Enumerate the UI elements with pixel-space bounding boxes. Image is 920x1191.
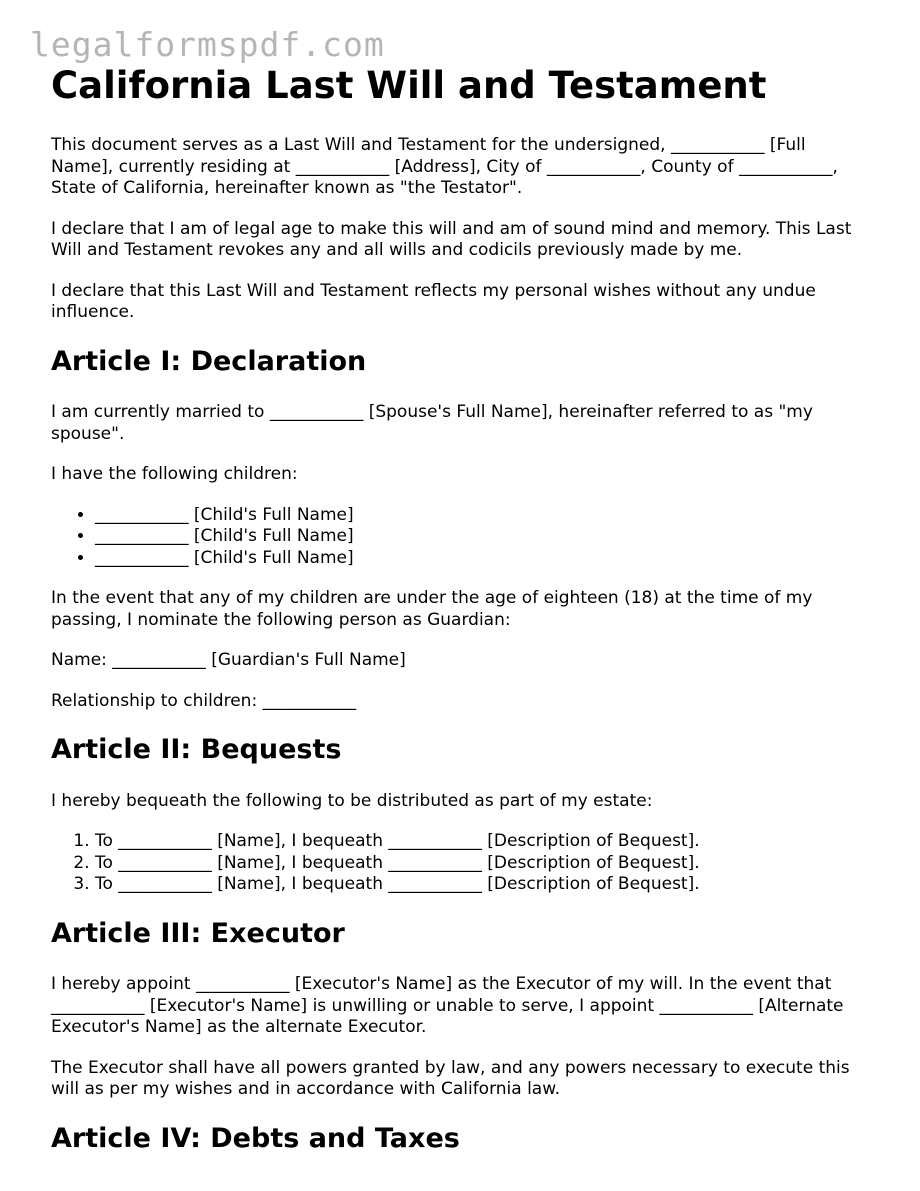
list-item: 1. To ___________ [Name], I bequeath ___________ [Description of Bequest].: [95, 831, 869, 853]
document-page: [51, 64, 869, 1179]
guardian-relationship: Relationship to children: ___________: [51, 690, 357, 711]
bequests-list: [51, 831, 869, 896]
watermark: legalformspdf.com: [30, 25, 385, 64]
children-list: [51, 505, 869, 570]
intro-paragraph-1: This document serves as a Last Will and Testament for the undersigned, ___________ [Full Name], currently residing at ___________ [Address], City of ___________, County of ___________, State of California, hereinafter known as "the Testator".: [51, 135, 838, 199]
article-3-heading: Article III: Executor: [51, 917, 345, 949]
list-item: • ___________ [Child's Full Name]: [95, 505, 869, 527]
list-item: 3. To ___________ [Name], I bequeath ___________ [Description of Bequest].: [95, 874, 869, 896]
list-item: • ___________ [Child's Full Name]: [95, 526, 869, 548]
intro-paragraph-3: I declare that this Last Will and Testament reflects my personal wishes without any undue influence.: [51, 280, 816, 323]
guardian-intro: In the event that any of my children are under the age of eighteen (18) at the time of my passing, I nominate the following person as Guardian:: [51, 588, 813, 630]
article-2-heading: Article II: Bequests: [51, 734, 342, 766]
bequests-intro: I hereby bequeath the following to be distributed as part of my estate:: [51, 790, 653, 811]
list-item: • ___________ [Child's Full Name]: [95, 548, 869, 570]
marriage-statement: I am currently married to ___________ [Spouse's Full Name], hereinafter referred to as "my spouse".: [51, 402, 813, 444]
document-title: California Last Will and Testament: [51, 64, 767, 107]
executor-appointment: I hereby appoint ___________ [Executor's Name] as the Executor of my will. In the event that ___________ [Executor's Name] is unwilling or unable to serve, I appoint ___________ [Alternate Executor's Name] as the alternate Executor.: [51, 974, 844, 1038]
intro-paragraph-2: I declare that I am of legal age to make this will and am of sound mind and memory. This Last Will and Testament revokes any and all wills and codicils previously made by me.: [51, 218, 852, 261]
list-item: 2. To ___________ [Name], I bequeath ___________ [Description of Bequest].: [95, 853, 869, 875]
article-1-heading: Article I: Declaration: [51, 345, 367, 377]
guardian-name: Name: ___________ [Guardian's Full Name]: [51, 650, 406, 671]
article-4-heading: Article IV: Debts and Taxes: [51, 1122, 460, 1154]
executor-powers: The Executor shall have all powers granted by law, and any powers necessary to execute this will as per my wishes and in accordance with California law.: [51, 1057, 850, 1100]
children-intro: I have the following children:: [51, 464, 298, 485]
